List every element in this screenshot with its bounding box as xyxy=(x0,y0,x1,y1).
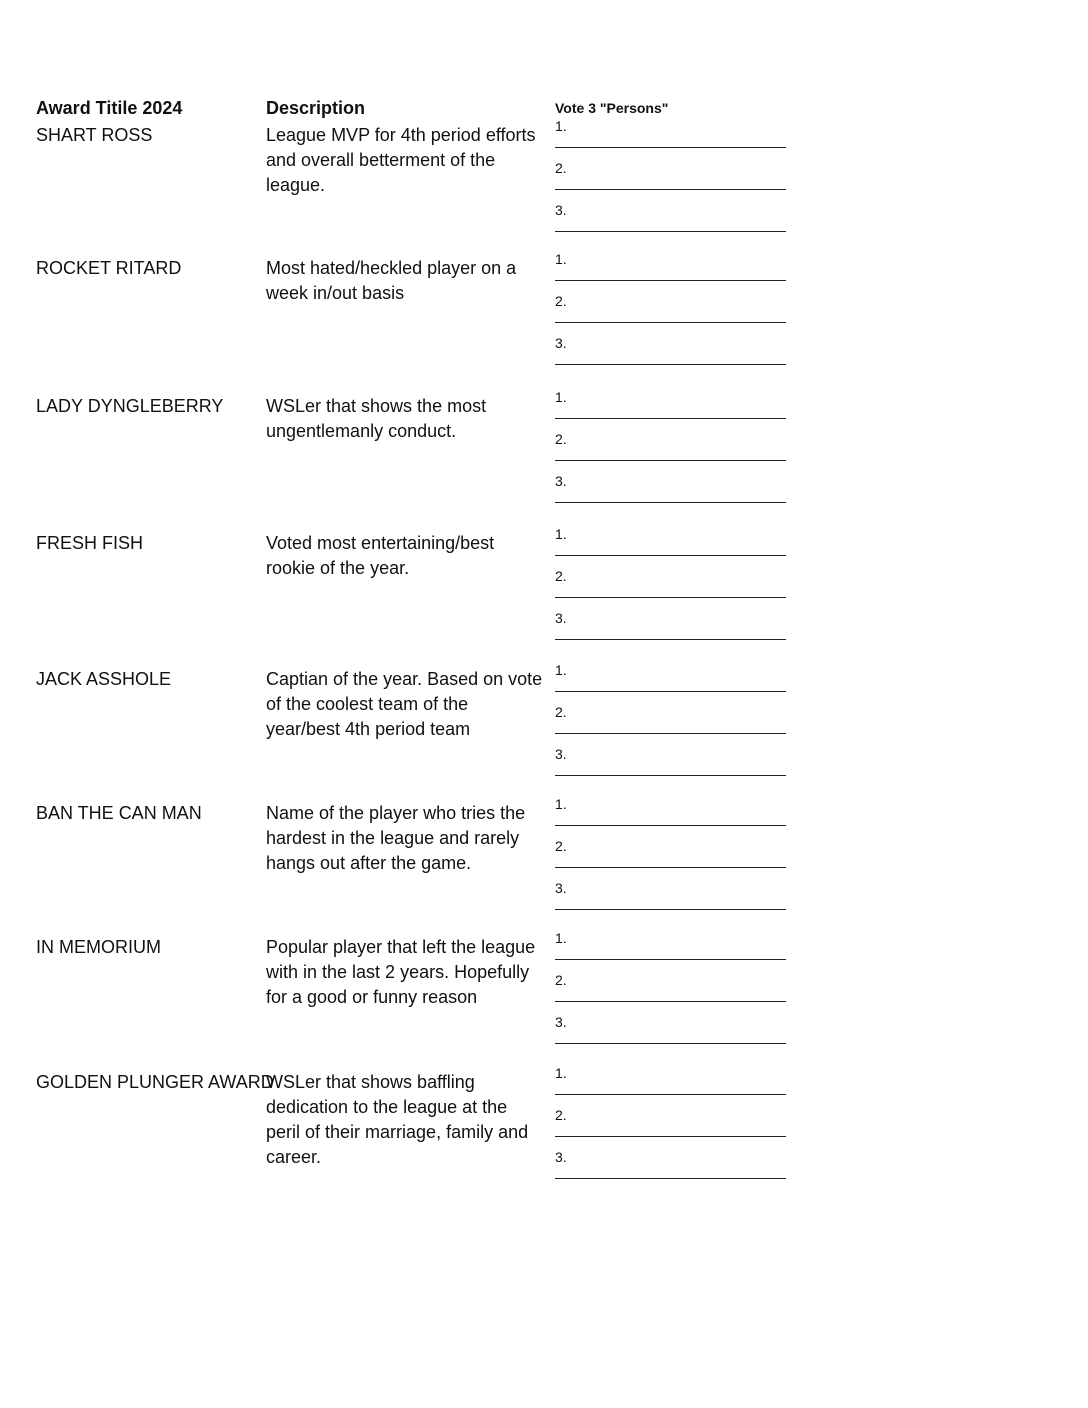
vote-list xyxy=(555,1065,787,1196)
award-description: League MVP for 4th period efforts and overall betterment of the league. xyxy=(266,125,536,195)
vote-entry[interactable] xyxy=(555,473,787,520)
vote-number: 2. xyxy=(555,431,567,447)
vote-entry[interactable] xyxy=(555,880,787,927)
vote-entry[interactable] xyxy=(555,1065,787,1112)
vote-blank-line[interactable] xyxy=(555,909,786,910)
vote-number: 3. xyxy=(555,610,567,626)
vote-number: 1. xyxy=(555,930,567,946)
vote-blank-line[interactable] xyxy=(555,418,786,419)
vote-blank-line[interactable] xyxy=(555,597,786,598)
vote-entry[interactable] xyxy=(555,293,787,340)
vote-number: 3. xyxy=(555,746,567,762)
vote-entry[interactable] xyxy=(555,746,787,793)
vote-number: 1. xyxy=(555,526,567,542)
vote-list xyxy=(555,796,787,927)
vote-blank-line[interactable] xyxy=(555,231,786,232)
vote-blank-line[interactable] xyxy=(555,147,786,148)
vote-number: 1. xyxy=(555,796,567,812)
vote-blank-line[interactable] xyxy=(555,1136,786,1137)
vote-header: Vote 3 "Persons" xyxy=(555,100,669,116)
vote-entry[interactable] xyxy=(555,118,787,165)
vote-entry[interactable] xyxy=(555,796,787,843)
vote-blank-line[interactable] xyxy=(555,639,786,640)
vote-entry[interactable] xyxy=(555,1014,787,1061)
award-title: ROCKET RITARD xyxy=(36,258,182,278)
vote-list xyxy=(555,662,787,793)
vote-entry[interactable] xyxy=(555,704,787,751)
vote-blank-line[interactable] xyxy=(555,1178,786,1179)
vote-number: 2. xyxy=(555,972,567,988)
vote-list xyxy=(555,251,787,382)
vote-entry[interactable] xyxy=(555,389,787,436)
vote-number: 2. xyxy=(555,160,567,176)
award-description: Most hated/heckled player on a week in/out basis xyxy=(266,258,517,303)
vote-entry[interactable] xyxy=(555,202,787,249)
vote-entry[interactable] xyxy=(555,662,787,709)
vote-blank-line[interactable] xyxy=(555,1001,786,1002)
vote-blank-line[interactable] xyxy=(555,460,786,461)
vote-blank-line[interactable] xyxy=(555,364,786,365)
vote-entry[interactable] xyxy=(555,610,787,657)
vote-number: 2. xyxy=(555,838,567,854)
vote-number: 1. xyxy=(555,251,567,267)
award-title: IN MEMORIUM xyxy=(36,937,161,957)
award-description: WSLer that shows the most ungentlemanly conduct. xyxy=(266,396,487,441)
vote-blank-line[interactable] xyxy=(555,825,786,826)
vote-number: 1. xyxy=(555,662,567,678)
vote-list xyxy=(555,930,787,1061)
vote-list xyxy=(555,118,787,249)
vote-blank-line[interactable] xyxy=(555,280,786,281)
vote-blank-line[interactable] xyxy=(555,1043,786,1044)
vote-entry[interactable] xyxy=(555,431,787,478)
vote-entry[interactable] xyxy=(555,160,787,207)
vote-list xyxy=(555,389,787,520)
vote-number: 3. xyxy=(555,1014,567,1030)
vote-blank-line[interactable] xyxy=(555,322,786,323)
vote-number: 1. xyxy=(555,389,567,405)
vote-number: 2. xyxy=(555,568,567,584)
vote-blank-line[interactable] xyxy=(555,502,786,503)
vote-number: 1. xyxy=(555,1065,567,1081)
vote-entry[interactable] xyxy=(555,251,787,298)
award-title: LADY DYNGLEBERRY xyxy=(36,396,224,416)
vote-blank-line[interactable] xyxy=(555,775,786,776)
description-header: Description xyxy=(266,98,366,118)
vote-entry[interactable] xyxy=(555,972,787,1019)
vote-blank-line[interactable] xyxy=(555,733,786,734)
vote-entry[interactable] xyxy=(555,568,787,615)
vote-number: 3. xyxy=(555,202,567,218)
award-title: GOLDEN PLUNGER AWARD xyxy=(36,1072,274,1092)
vote-number: 3. xyxy=(555,335,567,351)
award-title: SHART ROSS xyxy=(36,125,153,145)
vote-number: 2. xyxy=(555,704,567,720)
award-description: Name of the player who tries the hardest in the league and rarely hangs out after the game. xyxy=(266,803,526,873)
vote-blank-line[interactable] xyxy=(555,189,786,190)
vote-blank-line[interactable] xyxy=(555,691,786,692)
award-title: BAN THE CAN MAN xyxy=(36,803,202,823)
vote-entry[interactable] xyxy=(555,335,787,382)
vote-blank-line[interactable] xyxy=(555,1094,786,1095)
vote-number: 3. xyxy=(555,880,567,896)
vote-blank-line[interactable] xyxy=(555,959,786,960)
vote-entry[interactable] xyxy=(555,1107,787,1154)
vote-blank-line[interactable] xyxy=(555,555,786,556)
vote-number: 3. xyxy=(555,473,567,489)
vote-number: 2. xyxy=(555,293,567,309)
award-description: WSLer that shows baffling dedication to the league at the peril of their marriage, family and career. xyxy=(266,1072,529,1167)
award-description: Popular player that left the league with in the last 2 years. Hopefully for a good or funny reason xyxy=(266,937,536,1007)
vote-blank-line[interactable] xyxy=(555,867,786,868)
vote-number: 2. xyxy=(555,1107,567,1123)
vote-number: 1. xyxy=(555,118,567,134)
vote-entry[interactable] xyxy=(555,526,787,573)
vote-list xyxy=(555,526,787,657)
award-description: Captian of the year. Based on vote of the coolest team of the year/best 4th period team xyxy=(266,669,543,739)
award-title: JACK ASSHOLE xyxy=(36,669,172,689)
award-title: FRESH FISH xyxy=(36,533,144,553)
vote-entry[interactable] xyxy=(555,930,787,977)
vote-entry[interactable] xyxy=(555,838,787,885)
vote-number: 3. xyxy=(555,1149,567,1165)
vote-entry[interactable] xyxy=(555,1149,787,1196)
award-title-header: Award Titile 2024 xyxy=(36,98,183,118)
award-description: Voted most entertaining/best rookie of the year. xyxy=(266,533,495,578)
